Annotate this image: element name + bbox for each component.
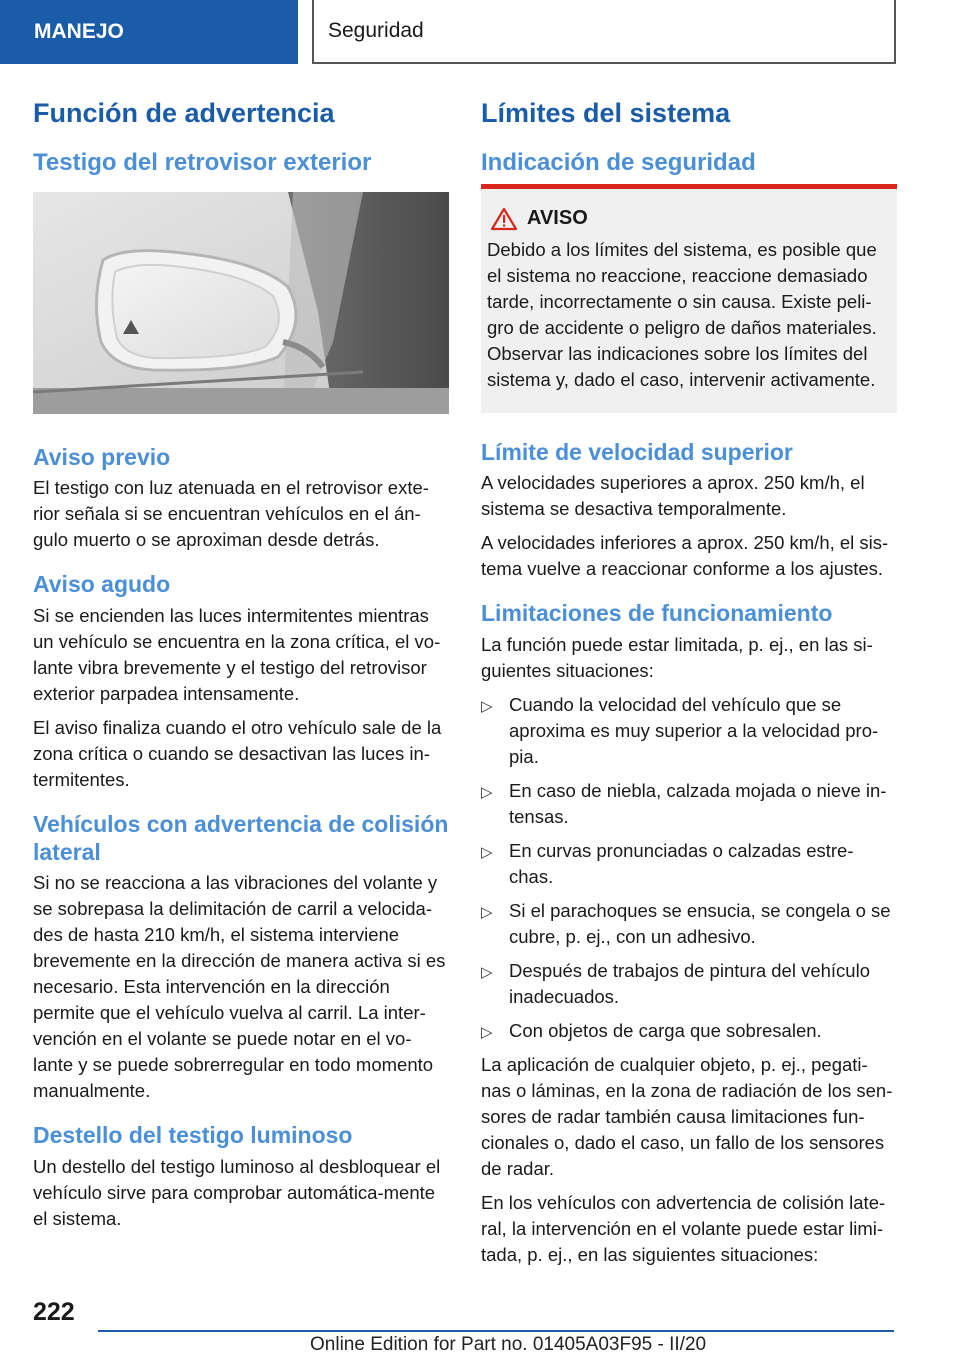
page-number: 222: [33, 1298, 75, 1326]
main-title-right: Límites del sistema: [481, 98, 731, 128]
triangle-bullet-icon: ▷: [481, 964, 493, 982]
warning-title: [491, 207, 889, 231]
limitaciones-text-2: En los vehículos con advertencia de colisión late-ral, la intervención en el volante puede estar limi-tada, p. ej., en las siguientes situaciones:: [481, 1192, 886, 1266]
triangle-bullet-icon: ▷: [481, 844, 493, 862]
warning-label: AVISO: [527, 207, 588, 230]
chapter-tab: MANEJO: [0, 0, 298, 64]
aviso-agudo-text-1: Si se encienden las luces intermitentes mientras un vehículo se encuentra en la zona crítica, el vo-lante vibra brevemente y el testigo del retrovisor exterior parpadea intensamente.: [33, 605, 441, 705]
destello-heading: Destello del testigo luminoso: [33, 1122, 353, 1149]
footer-edition: Online Edition for Part no. 01405A03F95 - II/20: [310, 1334, 707, 1355]
velocidad-section: [481, 439, 897, 583]
warning-text: Debido a los límites del sistema, es posible que el sistema no reaccione, reaccione demasiado tarde, incorrectamente o sin causa. Existe peli-gro de accidente o peligro de daños materiales. Observar las indicaciones sobre los límites del sistema y, dado el caso, intervenir activamente.: [487, 238, 877, 390]
list-item: ▷ En curvas pronunciadas o calzadas estre-chas.: [481, 840, 854, 888]
colision-text: Si no se reacciona a las vibraciones del volante y se sobrepasa la delimitación de carril a velocida-des de hasta 210 km/h, el sistema interviene brevemente en la dirección de manera activa si es necesario. Esta intervención en la dirección permite que el vehículo vuelva al carril. La inter-vención en el volante se puede notar en el vo-lante y se puede sobrerregular en todo momento manualmente.: [33, 872, 446, 1102]
aviso-previo-heading: Aviso previo: [33, 443, 171, 470]
destello-section: [33, 1122, 449, 1232]
limitaciones-intro: La función puede estar limitada, p. ej., en las si-guientes situaciones:: [481, 634, 873, 682]
colision-heading: Vehículos con advertencia de colisión lateral: [33, 811, 449, 865]
aviso-agudo-section: [33, 571, 449, 793]
warning-triangle-icon: [491, 207, 517, 231]
triangle-bullet-icon: ▷: [481, 904, 493, 922]
subtitle-left: Testigo del retrovisor exterior: [33, 149, 372, 177]
right-column: [481, 96, 897, 1286]
list-item: ▷ Después de trabajos de pintura del vehículo inadecuados.: [481, 960, 870, 1008]
velocidad-text-2: A velocidades inferiores a aprox. 250 km/h, el sis-tema vuelve a reaccionar conforme a los ajustes.: [481, 532, 889, 580]
limitaciones-heading: Limitaciones de funcionamiento: [481, 600, 833, 627]
triangle-bullet-icon: ▷: [481, 784, 493, 802]
limitaciones-section: [481, 600, 897, 1268]
mirror-illustration: [33, 192, 449, 414]
aviso-agudo-text-2: El aviso finaliza cuando el otro vehículo sale de la zona crítica o cuando se desactivan las luces in-termitentes.: [33, 717, 442, 791]
limitaciones-text-1: La aplicación de cualquier objeto, p. ej., pegati-nas o láminas, en la zona de radiación de los sen-sores de radar también causa limitaciones fun-cionales o, dado el caso, un fallo de los sensores de radar.: [481, 1054, 893, 1180]
footer-divider: [98, 1330, 894, 1332]
colision-section: [33, 811, 449, 1104]
list-item: ▷ Cuando la velocidad del vehículo que se aproxima es muy superior a la velocidad pro-pia.: [481, 694, 879, 768]
subtitle-right: Indicación de seguridad: [481, 149, 756, 177]
velocidad-heading: Límite de velocidad superior: [481, 438, 793, 465]
left-column: [33, 96, 449, 1250]
side-mirror-image: [33, 192, 449, 414]
aviso-agudo-heading: Aviso agudo: [33, 571, 171, 598]
section-title: Seguridad: [312, 0, 896, 64]
main-title-left: Función de advertencia: [33, 98, 335, 128]
velocidad-text-1: A velocidades superiores a aprox. 250 km/h, el sistema se desactiva temporalmente.: [481, 472, 865, 520]
list-item: ▷ En caso de niebla, calzada mojada o nieve in-tensas.: [481, 780, 887, 828]
list-item: ▷ Si el parachoques se ensucia, se congela o se cubre, p. ej., con un adhesivo.: [481, 900, 891, 948]
triangle-bullet-icon: ▷: [481, 1024, 493, 1042]
triangle-bullet-icon: ▷: [481, 698, 493, 716]
destello-text: Un destello del testigo luminoso al desbloquear el vehículo sirve para comprobar automática-mente el sistema.: [33, 1155, 441, 1229]
aviso-previo-text: El testigo con luz atenuada en el retrovisor exte-rior señala si se encuentran vehículos en el án-gulo muerto o se aproximan desde detrás.: [33, 477, 429, 551]
limitaciones-list: [481, 692, 897, 1044]
warning-box: [481, 184, 897, 413]
list-item: ▷ Con objetos de carga que sobresalen.: [481, 1018, 897, 1044]
aviso-previo-section: [33, 444, 449, 554]
